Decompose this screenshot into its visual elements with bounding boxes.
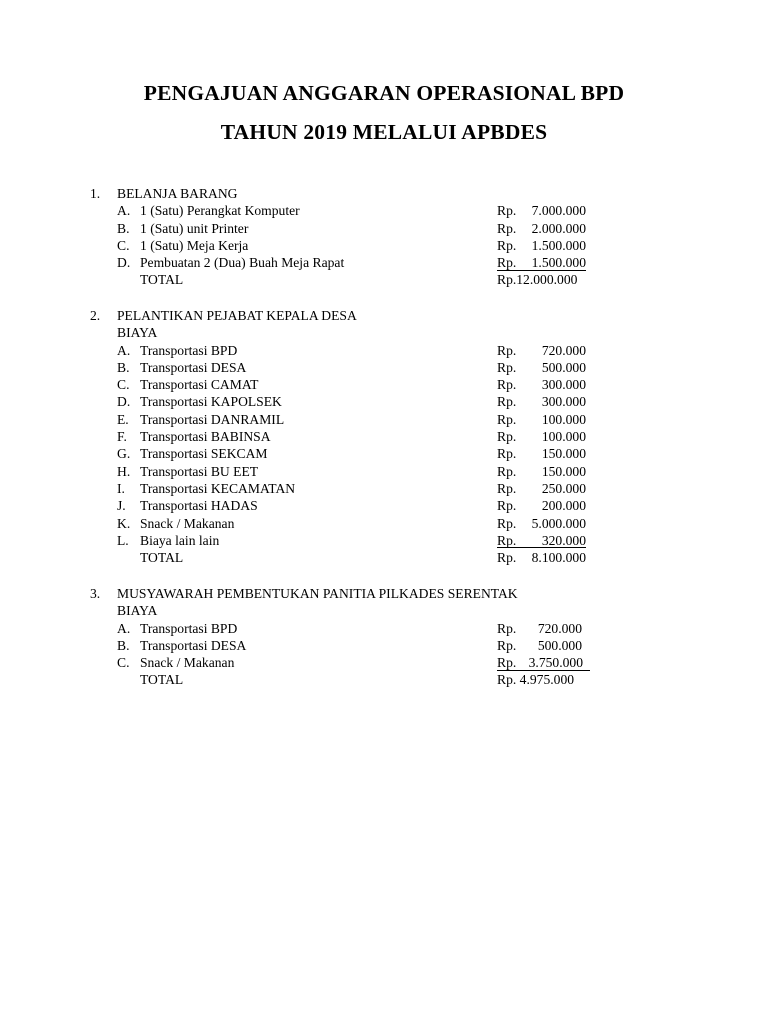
list-item xyxy=(90,342,610,359)
amount-value: 500.000 xyxy=(537,637,582,653)
list-item xyxy=(90,463,610,480)
currency-label: Rp. xyxy=(497,377,517,393)
section-subheading-row xyxy=(90,324,610,341)
total-label: TOTAL xyxy=(140,672,184,688)
item-letter: B. xyxy=(117,637,130,653)
item-description: Transportasi DESA xyxy=(140,637,247,653)
total-label: TOTAL xyxy=(140,550,184,566)
currency-label: Rp. xyxy=(497,463,517,479)
item-letter: F. xyxy=(117,429,127,445)
item-description: Transportasi BPD xyxy=(140,620,238,636)
amount-value: 100.000 xyxy=(541,429,586,445)
list-item xyxy=(90,254,610,271)
total-amount-text: Rp. 4.975.000 xyxy=(497,672,575,688)
list-item xyxy=(90,393,610,410)
item-description: Transportasi HADAS xyxy=(140,498,258,514)
section-pelantikan xyxy=(90,307,610,566)
list-item xyxy=(90,480,610,497)
amount-value: 8.100.000 xyxy=(531,550,586,566)
section-belanja-barang xyxy=(90,185,610,289)
list-item xyxy=(90,654,610,671)
currency-label: Rp. xyxy=(497,480,517,496)
section-number: 2. xyxy=(90,308,101,323)
amount-value: 150.000 xyxy=(541,446,586,462)
section-number: 3. xyxy=(90,586,101,601)
item-description: Transportasi DESA xyxy=(140,359,247,375)
item-description: Transportasi BU EET xyxy=(140,463,259,479)
item-letter: D. xyxy=(117,394,131,410)
currency-label: Rp. xyxy=(497,359,517,375)
currency-label: Rp. xyxy=(497,515,517,531)
item-letter: B. xyxy=(117,220,130,236)
amount-value: 300.000 xyxy=(541,394,586,410)
document-title-line2: TAHUN 2019 MELALUI APBDES xyxy=(220,120,548,144)
amount-value: 320.000 xyxy=(541,532,586,548)
currency-label: Rp. xyxy=(497,637,517,653)
section-heading-row xyxy=(90,585,610,602)
currency-label: Rp. xyxy=(497,342,517,358)
section-subheading-row xyxy=(90,602,610,619)
total-label: TOTAL xyxy=(140,272,184,288)
item-letter: C. xyxy=(117,655,130,671)
amount-value: 1.500.000 xyxy=(531,237,586,253)
currency-label: Rp. xyxy=(497,220,517,236)
amount-value: 720.000 xyxy=(541,342,586,358)
currency-label: Rp. xyxy=(497,550,517,566)
item-letter: A. xyxy=(117,203,131,219)
list-item xyxy=(90,515,610,532)
section-number: 1. xyxy=(90,186,101,201)
total-row xyxy=(90,671,610,688)
section-heading: BELANJA BARANG xyxy=(117,186,238,201)
item-letter: A. xyxy=(117,342,131,358)
item-letter: I. xyxy=(117,480,125,496)
item-description: 1 (Satu) unit Printer xyxy=(140,220,249,236)
amount-value: 5.000.000 xyxy=(531,515,586,531)
item-amount xyxy=(497,254,586,271)
section-heading: PELANTIKAN PEJABAT KEPALA DESA xyxy=(117,308,357,323)
item-amount xyxy=(497,654,590,671)
item-letter: D. xyxy=(117,255,131,271)
item-description: 1 (Satu) Perangkat Komputer xyxy=(140,203,300,219)
section-subheading: BIAYA xyxy=(117,325,158,341)
list-item xyxy=(90,428,610,445)
list-item xyxy=(90,237,610,254)
amount-value: 1.500.000 xyxy=(531,255,586,271)
item-letter: L. xyxy=(117,532,129,548)
currency-label: Rp. xyxy=(497,655,517,671)
item-letter: K. xyxy=(117,515,131,531)
list-item xyxy=(90,445,610,462)
amount-value: 720.000 xyxy=(537,620,582,636)
currency-label: Rp. xyxy=(497,394,517,410)
list-item xyxy=(90,411,610,428)
list-item xyxy=(90,637,610,654)
item-description: Snack / Makanan xyxy=(140,655,235,671)
currency-label: Rp. xyxy=(497,411,517,427)
list-item xyxy=(90,497,610,514)
amount-value: 500.000 xyxy=(541,359,586,375)
section-musyawarah xyxy=(90,585,610,689)
amount-value: 100.000 xyxy=(541,411,586,427)
item-description: Transportasi BPD xyxy=(140,342,238,358)
item-letter: J. xyxy=(117,498,126,514)
list-item xyxy=(90,532,610,549)
item-amount xyxy=(497,532,586,549)
list-item xyxy=(90,202,610,219)
item-description: Biaya lain lain xyxy=(140,532,220,548)
item-letter: E. xyxy=(117,411,129,427)
total-row xyxy=(90,549,610,566)
currency-label: Rp. xyxy=(497,532,517,548)
item-letter: C. xyxy=(117,377,130,393)
currency-label: Rp. xyxy=(497,237,517,253)
list-item xyxy=(90,220,610,237)
item-letter: A. xyxy=(117,620,131,636)
currency-label: Rp. xyxy=(497,255,517,271)
document-title-line1: PENGAJUAN ANGGARAN OPERASIONAL BPD xyxy=(143,81,625,105)
item-letter: B. xyxy=(117,359,130,375)
amount-value: 300.000 xyxy=(541,377,586,393)
section-heading-row xyxy=(90,307,610,324)
total-amount-text: Rp.12.000.000 xyxy=(497,272,578,288)
item-description: 1 (Satu) Meja Kerja xyxy=(140,237,249,253)
currency-label: Rp. xyxy=(497,203,517,219)
currency-label: Rp. xyxy=(497,429,517,445)
item-letter: G. xyxy=(117,446,131,462)
item-description: Transportasi DANRAMIL xyxy=(140,411,285,427)
item-description: Transportasi SEKCAM xyxy=(140,446,268,462)
amount-value: 2.000.000 xyxy=(531,220,586,236)
currency-label: Rp. xyxy=(497,498,517,514)
total-row xyxy=(90,271,610,288)
item-description: Transportasi KECAMATAN xyxy=(140,480,296,496)
list-item xyxy=(90,359,610,376)
section-subheading: BIAYA xyxy=(117,603,158,619)
section-heading-row xyxy=(90,185,610,202)
item-description: Pembuatan 2 (Dua) Buah Meja Rapat xyxy=(140,255,345,271)
item-description: Transportasi KAPOLSEK xyxy=(140,394,282,410)
amount-value: 7.000.000 xyxy=(531,203,586,219)
list-item xyxy=(90,620,610,637)
list-item xyxy=(90,376,610,393)
currency-label: Rp. xyxy=(497,620,517,636)
currency-label: Rp. xyxy=(497,446,517,462)
item-description: Transportasi CAMAT xyxy=(140,377,259,393)
item-letter: H. xyxy=(117,463,131,479)
amount-value: 250.000 xyxy=(541,480,586,496)
amount-value: 150.000 xyxy=(541,463,586,479)
item-letter: C. xyxy=(117,237,130,253)
item-description: Transportasi BABINSA xyxy=(140,429,271,445)
item-description: Snack / Makanan xyxy=(140,515,235,531)
amount-value: 3.750.000 xyxy=(528,655,583,671)
amount-value: 200.000 xyxy=(541,498,586,514)
section-heading: MUSYAWARAH PEMBENTUKAN PANITIA PILKADES SERENTAK xyxy=(117,586,518,601)
